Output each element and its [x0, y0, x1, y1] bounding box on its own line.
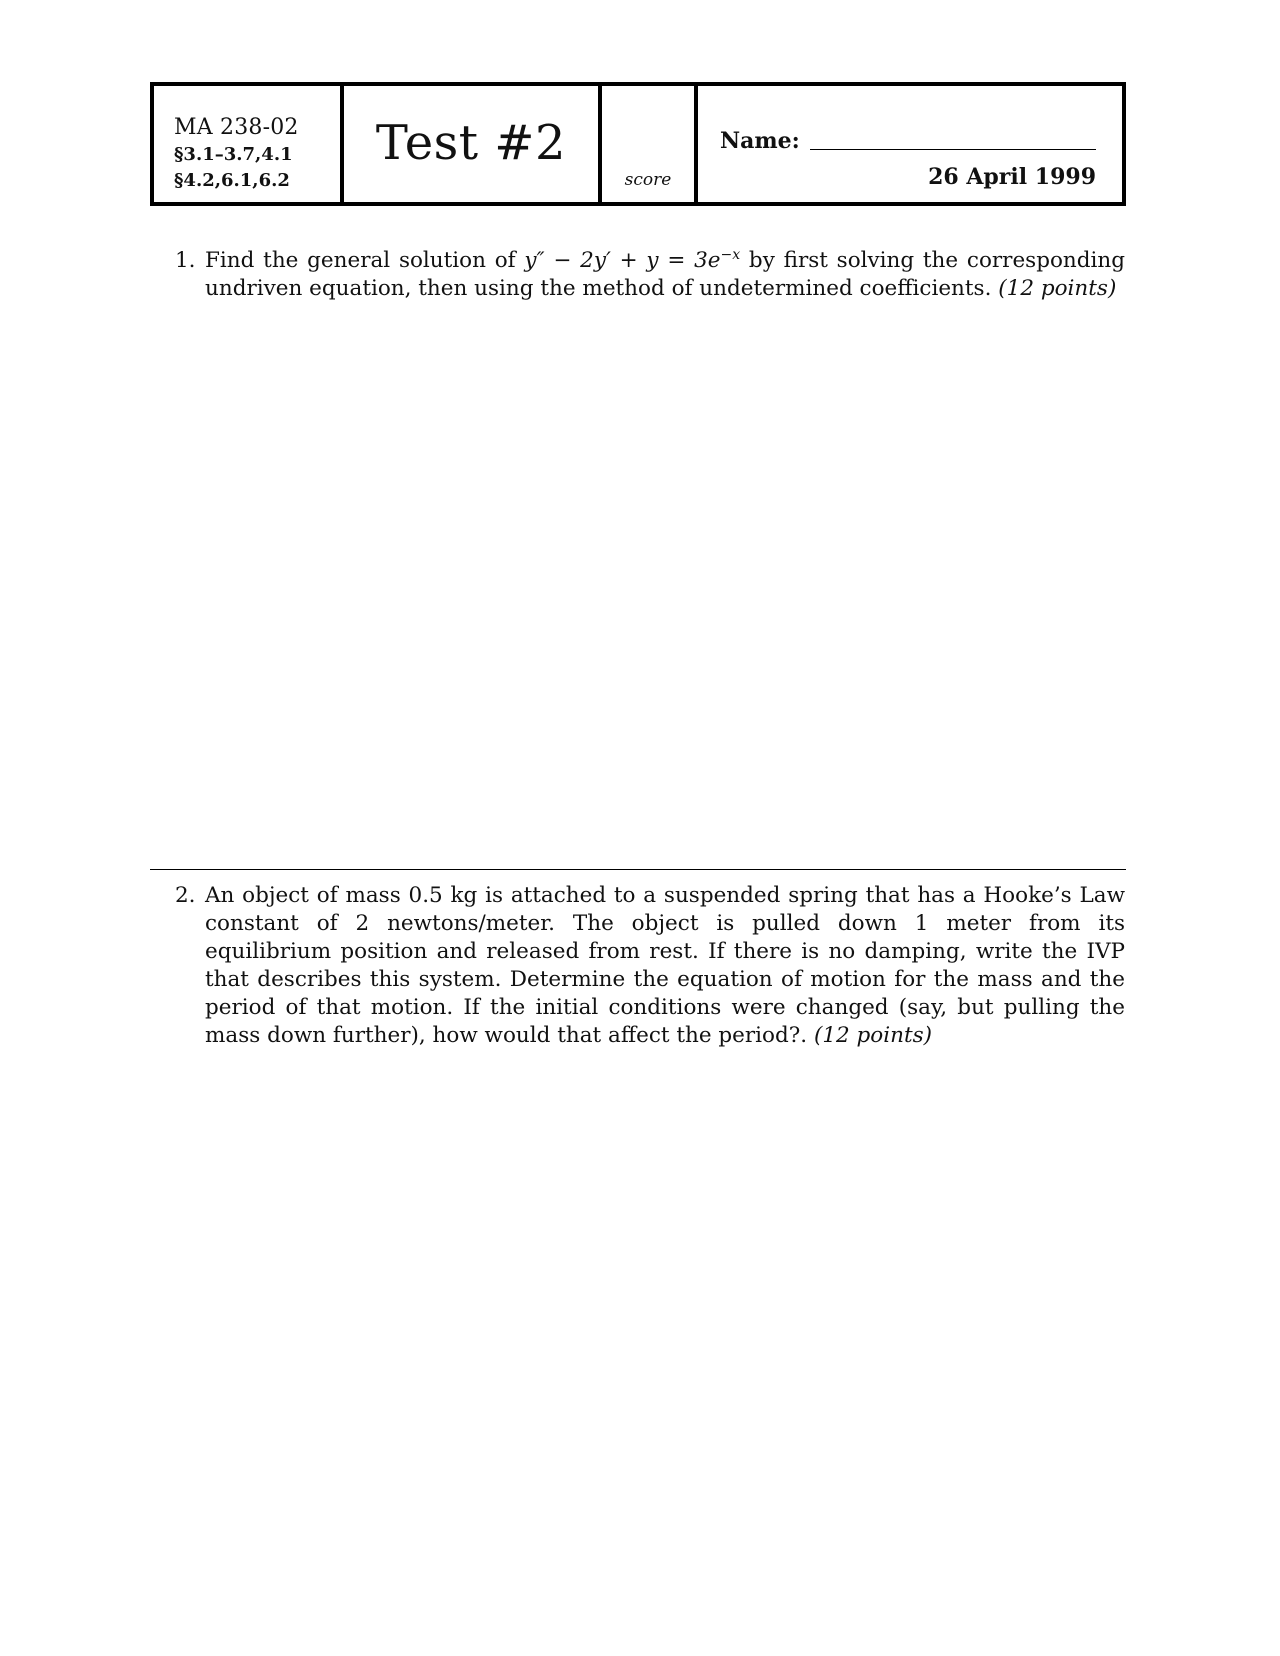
question-text-continued: by first solving the corresponding undriven equation, then using the method of undetermined coefficients. — [205, 248, 1126, 301]
name-label: Name: — [720, 128, 800, 154]
score-cell — [602, 86, 698, 202]
points-label: (12 points) — [998, 276, 1117, 301]
exam-header — [150, 82, 1126, 206]
sections-line-2: §4.2,6.1,6.2 — [174, 170, 290, 191]
exam-date: 26 April 1999 — [928, 164, 1096, 190]
equation-exponent: −x — [720, 246, 741, 263]
question-text: An object of mass 0.5 kg is attached to a suspended spring that has a Hooke’s Law constant of 2 newtons/meter. The object is pulled down 1 meter from its equilibrium position and released from rest. If there is no damping, write the IVP that describes this system. Determine the equation of motion for the mass and the period of that motion. If the initial conditions were changed (say, but pulling the mass down further), how would that affect the period?. — [205, 883, 1125, 1048]
name-date-cell — [698, 86, 1122, 202]
question-number: 2. — [175, 883, 196, 908]
question-1 — [175, 247, 1125, 303]
name-row — [720, 128, 1096, 154]
question-number: 1. — [175, 248, 196, 273]
equation: y″ − 2y′ + y = 3e — [524, 248, 721, 273]
question-body — [205, 882, 1125, 1050]
question-2 — [175, 882, 1125, 1050]
question-text: Find the general solution of — [205, 248, 525, 273]
score-label: score — [624, 170, 672, 190]
question-body — [205, 247, 1125, 303]
course-code: MA 238-02 — [174, 115, 299, 140]
test-title: Test #2 — [375, 115, 567, 171]
section-divider — [150, 869, 1126, 870]
title-cell — [344, 86, 602, 202]
sections-line-1: §3.1–3.7,4.1 — [174, 144, 293, 165]
course-info-cell — [154, 86, 344, 202]
points-label: (12 points) — [813, 1023, 933, 1048]
name-blank-line[interactable] — [810, 149, 1096, 150]
